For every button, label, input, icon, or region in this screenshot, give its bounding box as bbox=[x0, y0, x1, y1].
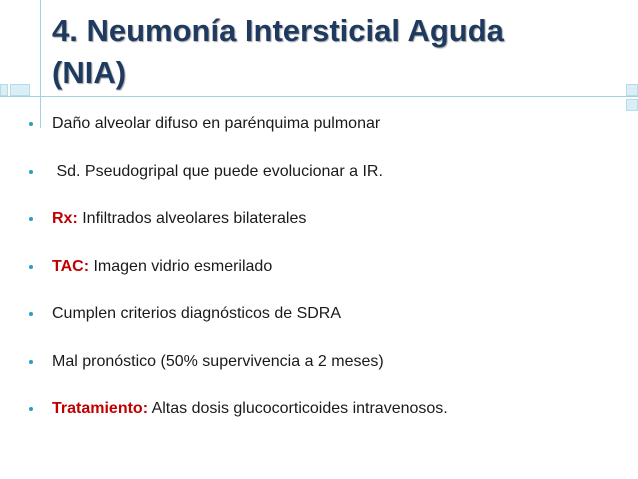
bullet-dot-icon bbox=[29, 170, 33, 174]
bullet-dot-icon bbox=[29, 407, 33, 411]
bullet-dot-icon bbox=[29, 217, 33, 221]
bullet-text-line bbox=[52, 106, 380, 142]
slide-title bbox=[52, 10, 612, 94]
bullet-text-line bbox=[52, 296, 341, 332]
bullet-item bbox=[0, 296, 638, 344]
bullet-item bbox=[0, 249, 638, 297]
bullet-list bbox=[0, 106, 638, 439]
bullet-item bbox=[0, 154, 638, 202]
bullet-item bbox=[0, 344, 638, 392]
bullet-text: Altas dosis glucocorticoides intravenosos. bbox=[148, 400, 448, 417]
bullet-label: Tratamiento: bbox=[52, 400, 149, 417]
bullet-dot-icon bbox=[29, 122, 33, 126]
bullet-text: Imagen vidrio esmerilado bbox=[89, 257, 273, 275]
slide-title-line2: (NIA) bbox=[52, 55, 127, 90]
bullet-text: Mal pronóstico (50% supervivencia a 2 meses) bbox=[52, 352, 384, 370]
bullet-text: Sd. Pseudogripal que puede evolucionar a IR. bbox=[52, 162, 383, 180]
decorative-square bbox=[10, 84, 30, 96]
bullet-text-line bbox=[52, 249, 272, 285]
bullet-text: Daño alveolar difuso en parénquima pulmonar bbox=[52, 115, 381, 132]
bullet-text-line bbox=[52, 344, 384, 380]
decorative-square bbox=[0, 84, 8, 96]
bullet-dot-icon bbox=[29, 265, 33, 269]
decorative-square bbox=[626, 84, 638, 96]
decorative-horizontal-line bbox=[0, 96, 638, 97]
bullet-label: Rx: bbox=[52, 210, 78, 227]
bullet-text: Infiltrados alveolares bilaterales bbox=[77, 210, 307, 227]
bullet-dot-icon bbox=[29, 360, 33, 364]
bullet-item bbox=[0, 201, 638, 249]
bullet-item bbox=[0, 106, 638, 154]
bullet-dot-icon bbox=[29, 312, 33, 316]
bullet-text: Cumplen criterios diagnósticos de SDRA bbox=[52, 305, 342, 322]
bullet-text-line bbox=[52, 154, 383, 190]
bullet-label: TAC: bbox=[52, 257, 90, 275]
bullet-text-line bbox=[52, 201, 306, 237]
slide-title-line1: 4. Neumonía Intersticial Aguda bbox=[52, 13, 504, 48]
bullet-text-line bbox=[52, 391, 448, 427]
bullet-item bbox=[0, 391, 638, 439]
